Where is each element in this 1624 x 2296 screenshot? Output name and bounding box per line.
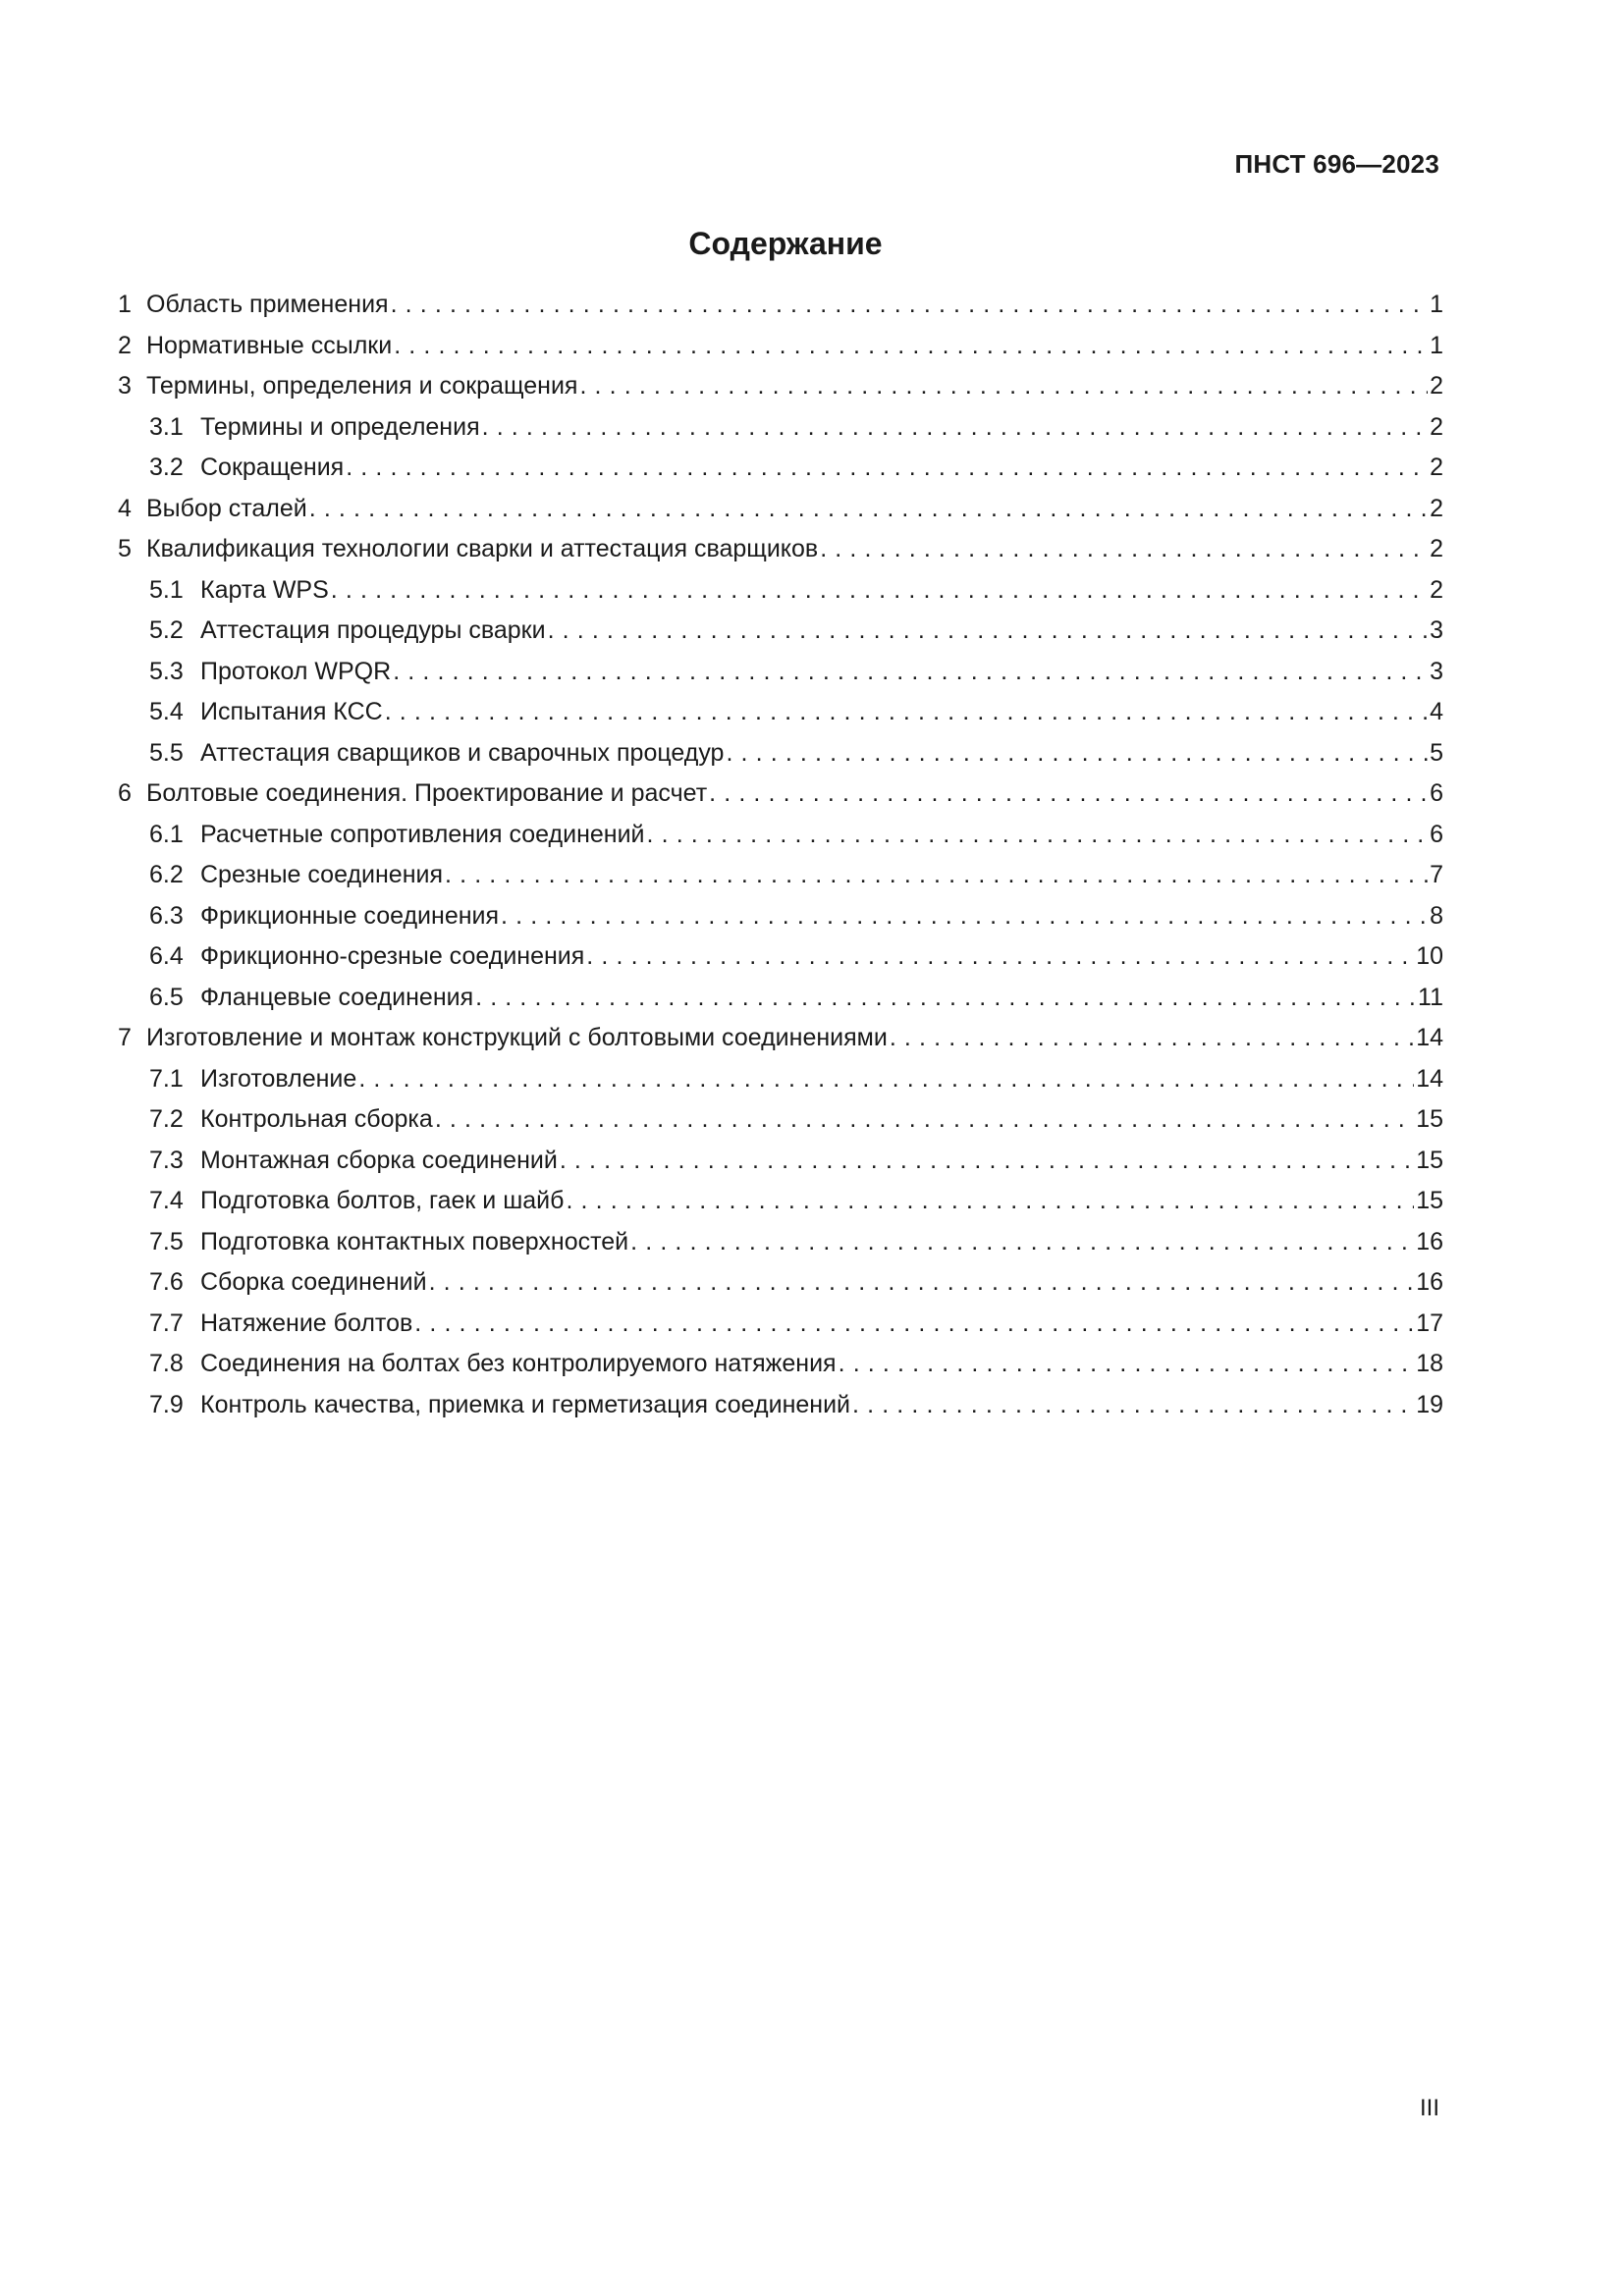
toc-entry-number: 6.5	[149, 983, 184, 1011]
toc-entry-title: Соединения на болтах без контролируемого натяжения	[200, 1350, 837, 1377]
toc-entry-title: Выбор сталей	[146, 494, 307, 522]
toc-entry-page: 5	[1430, 738, 1443, 767]
toc-entry-title: Карта WPS	[200, 575, 329, 604]
page-number: III	[1419, 2095, 1439, 2121]
toc-entry-title: Аттестация сварщиков и сварочных процедур	[200, 738, 725, 767]
toc-entry-number: 7	[118, 1024, 132, 1051]
toc-entry-number: 2	[118, 331, 132, 359]
toc-entry-number: 5.1	[149, 575, 184, 604]
toc-entry-title: Монтажная сборка соединений	[200, 1146, 558, 1174]
toc-dot-leader	[394, 326, 1428, 367]
toc-entry-page: 2	[1430, 535, 1443, 562]
toc-entry-page: 2	[1430, 412, 1443, 441]
toc-entry-page: 2	[1430, 575, 1443, 604]
toc-dot-leader	[839, 1344, 1415, 1385]
toc-entry[interactable]	[118, 366, 1443, 407]
toc-entry-title: Контрольная сборка	[200, 1105, 433, 1133]
toc-entry-page: 7	[1430, 861, 1443, 888]
toc-entry-number: 7.9	[149, 1390, 184, 1418]
toc-entry-page: 14	[1416, 1024, 1443, 1051]
toc-entry-number: 3.1	[149, 412, 184, 441]
toc-entry-title: Сокращения	[200, 454, 345, 481]
toc-entry-number: 5.3	[149, 657, 184, 685]
toc-entry[interactable]	[118, 1059, 1443, 1100]
toc-entry-number: 3.2	[149, 454, 184, 481]
toc-dot-leader	[331, 570, 1428, 612]
toc-entry-page: 14	[1416, 1064, 1443, 1093]
toc-entry[interactable]	[118, 774, 1443, 815]
toc-entry[interactable]	[118, 978, 1443, 1019]
toc-entry[interactable]	[118, 936, 1443, 978]
toc-entry-page: 1	[1430, 331, 1443, 359]
toc-dot-leader	[482, 407, 1428, 449]
document-code: ПНСТ 696—2023	[1234, 149, 1439, 179]
toc-title: Содержание	[688, 226, 883, 261]
toc-entry-number: 5.2	[149, 616, 184, 644]
toc-entry-number: 4	[118, 494, 132, 522]
toc-entry[interactable]	[118, 570, 1443, 612]
toc-entry-title: Термины и определения	[200, 412, 480, 441]
toc-entry[interactable]	[118, 652, 1443, 693]
toc-entry-page: 3	[1430, 616, 1443, 644]
toc-entry-number: 5	[118, 535, 132, 562]
toc-dot-leader	[309, 489, 1428, 530]
toc-dot-leader	[820, 529, 1428, 570]
toc-entry-number: 7.1	[149, 1064, 184, 1093]
toc-entry-number: 6.3	[149, 901, 184, 930]
toc-dot-leader	[346, 448, 1428, 489]
toc-dot-leader	[566, 1181, 1414, 1222]
toc-entry[interactable]	[118, 1304, 1443, 1345]
toc-entry-title: Болтовые соединения. Проектирование и расчет	[146, 779, 708, 807]
toc-dot-leader	[579, 366, 1428, 407]
toc-dot-leader	[445, 855, 1428, 896]
toc-entry-title: Фрикционные соединения	[200, 901, 500, 930]
toc-dot-leader	[630, 1222, 1414, 1263]
toc-entry-page: 10	[1416, 942, 1443, 970]
toc-entry-title: Испытания КСС	[200, 698, 383, 725]
toc-entry[interactable]	[118, 1181, 1443, 1222]
toc-entry-title: Изготовление	[200, 1064, 357, 1093]
toc-dot-leader	[475, 978, 1416, 1019]
toc-entry[interactable]	[118, 326, 1443, 367]
toc-entry-number: 3	[118, 372, 132, 400]
toc-dot-leader	[709, 774, 1428, 815]
toc-entry[interactable]	[118, 1385, 1443, 1426]
toc-entry-title: Подготовка контактных поверхностей	[200, 1227, 629, 1255]
table-of-contents	[118, 285, 1443, 1425]
toc-entry-page: 17	[1416, 1308, 1443, 1337]
toc-entry-number: 6.1	[149, 820, 184, 848]
toc-entry-page: 15	[1416, 1105, 1443, 1133]
toc-entry[interactable]	[118, 733, 1443, 774]
toc-entry-title: Фрикционно-срезные соединения	[200, 942, 585, 970]
toc-entry[interactable]	[118, 1018, 1443, 1059]
toc-dot-leader	[429, 1262, 1415, 1304]
toc-entry[interactable]	[118, 448, 1443, 489]
toc-entry-title: Нормативные ссылки	[146, 331, 393, 359]
toc-entry-number: 7.4	[149, 1187, 184, 1214]
toc-entry-page: 8	[1430, 901, 1443, 930]
toc-entry-page: 1	[1430, 291, 1443, 318]
toc-entry-title: Термины, определения и сокращения	[146, 372, 578, 400]
toc-entry-title: Сборка соединений	[200, 1268, 427, 1296]
toc-entry[interactable]	[118, 529, 1443, 570]
toc-dot-leader	[726, 733, 1428, 774]
toc-entry-number: 7.5	[149, 1227, 184, 1255]
toc-entry[interactable]	[118, 1262, 1443, 1304]
toc-entry[interactable]	[118, 1222, 1443, 1263]
toc-entry[interactable]	[118, 407, 1443, 449]
toc-entry[interactable]	[118, 1344, 1443, 1385]
toc-dot-leader	[358, 1059, 1414, 1100]
toc-entry-number: 7.3	[149, 1146, 184, 1174]
toc-entry-page: 2	[1430, 372, 1443, 400]
toc-entry-title: Срезные соединения	[200, 861, 444, 888]
toc-entry[interactable]	[118, 611, 1443, 652]
toc-entry-title: Протокол WPQR	[200, 657, 392, 685]
toc-entry-page: 6	[1430, 820, 1443, 848]
toc-entry-number: 5.4	[149, 698, 184, 725]
toc-entry-title: Область применения	[146, 291, 389, 318]
toc-entry-title: Расчетные сопротивления соединений	[200, 820, 645, 848]
toc-entry-page: 3	[1430, 657, 1443, 685]
toc-entry[interactable]	[118, 489, 1443, 530]
toc-entry[interactable]	[118, 692, 1443, 733]
toc-entry-page: 19	[1416, 1390, 1443, 1418]
toc-dot-leader	[647, 815, 1429, 856]
toc-entry-title: Фланцевые соединения	[200, 983, 474, 1011]
toc-entry-number: 6.2	[149, 861, 184, 888]
toc-dot-leader	[890, 1018, 1414, 1059]
toc-entry-page: 15	[1416, 1187, 1443, 1214]
toc-entry-title: Натяжение болтов	[200, 1308, 413, 1337]
toc-entry[interactable]	[118, 815, 1443, 856]
toc-entry-number: 7.8	[149, 1350, 184, 1377]
toc-entry-title: Контроль качества, приемка и герметизация соединений	[200, 1390, 851, 1418]
toc-entry-number: 1	[118, 291, 132, 318]
toc-entry-page: 6	[1430, 779, 1443, 807]
toc-dot-leader	[385, 692, 1428, 733]
toc-entry[interactable]	[118, 285, 1443, 326]
toc-dot-leader	[852, 1385, 1414, 1426]
toc-entry-title: Подготовка болтов, гаек и шайб	[200, 1187, 565, 1214]
toc-entry-number: 7.7	[149, 1308, 184, 1337]
toc-dot-leader	[435, 1099, 1414, 1141]
toc-entry-number: 5.5	[149, 738, 184, 767]
toc-dot-leader	[548, 611, 1429, 652]
toc-entry[interactable]	[118, 1141, 1443, 1182]
toc-entry-page: 2	[1430, 494, 1443, 522]
toc-dot-leader	[586, 936, 1414, 978]
toc-entry-page: 16	[1416, 1227, 1443, 1255]
toc-entry[interactable]	[118, 1099, 1443, 1141]
toc-dot-leader	[414, 1304, 1414, 1345]
toc-dot-leader	[501, 896, 1428, 937]
toc-entry-number: 7.2	[149, 1105, 184, 1133]
toc-entry-page: 15	[1416, 1146, 1443, 1174]
toc-dot-leader	[560, 1141, 1414, 1182]
toc-entry[interactable]	[118, 896, 1443, 937]
toc-entry-title: Аттестация процедуры сварки	[200, 616, 546, 644]
toc-entry-title: Квалификация технологии сварки и аттестация сварщиков	[146, 535, 819, 562]
toc-entry-page: 2	[1430, 454, 1443, 481]
toc-entry-page: 16	[1416, 1268, 1443, 1296]
toc-dot-leader	[393, 652, 1428, 693]
toc-entry-number: 6.4	[149, 942, 184, 970]
toc-entry[interactable]	[118, 855, 1443, 896]
toc-dot-leader	[391, 285, 1429, 326]
toc-entry-number: 7.6	[149, 1268, 184, 1296]
toc-entry-page: 4	[1430, 698, 1443, 725]
toc-entry-title: Изготовление и монтаж конструкций с болтовыми соединениями	[146, 1024, 888, 1051]
toc-entry-page: 18	[1416, 1350, 1443, 1377]
toc-entry-number: 6	[118, 779, 132, 807]
toc-entry-page: 11	[1418, 983, 1443, 1011]
